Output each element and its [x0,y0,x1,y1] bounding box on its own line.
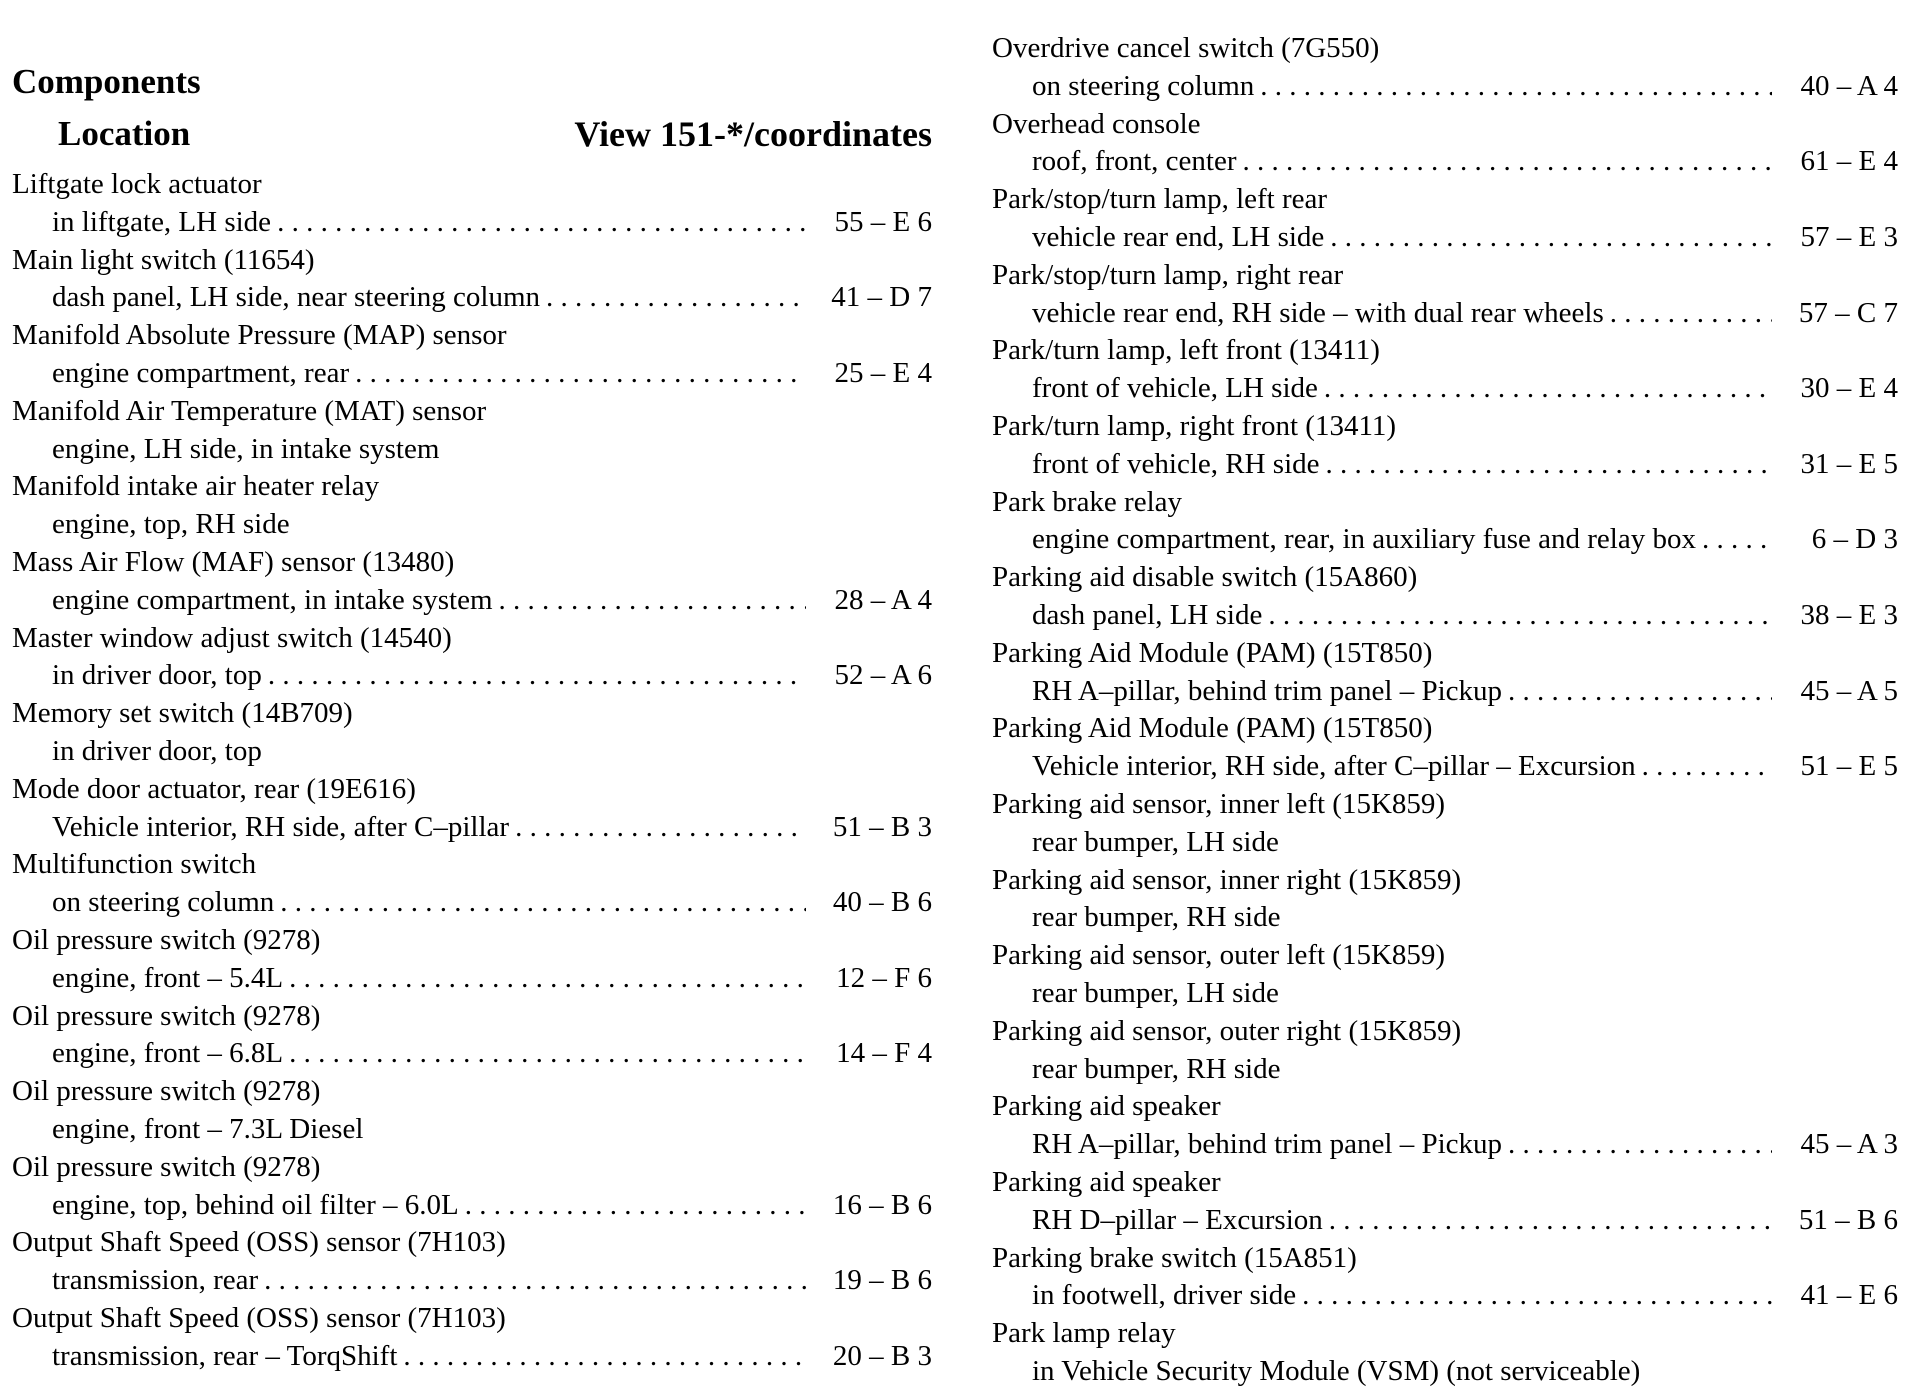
component-location-row [12,582,932,620]
component-entry [992,1164,1898,1240]
view-coordinates: 45 – A 3 [1800,1128,1898,1161]
dot-leader [1268,597,1772,635]
location-header: Location [58,114,191,153]
component-name: Oil pressure switch (9278) [12,1075,321,1108]
component-location-row [992,1051,1898,1089]
dot-leader [268,657,806,695]
component-location: on steering column [1032,69,1255,102]
dot-leader [1702,521,1772,559]
view-coordinates: 57 – E 3 [1800,220,1898,253]
component-entry [992,635,1898,711]
view-coordinates: 16 – B 6 [832,1188,932,1221]
component-location-row [12,355,932,393]
left-entry-list [12,166,932,1376]
component-name: Parking aid disable switch (15A860) [992,561,1418,594]
component-location-row [12,809,932,847]
component-entry [992,106,1898,182]
component-location-row [992,1202,1898,1240]
component-location-row [12,884,932,922]
component-entry [12,620,932,696]
component-location-row [12,204,932,242]
component-entry [992,484,1898,560]
component-entry [992,257,1898,333]
component-location-row [992,899,1898,937]
dot-leader [1243,143,1772,181]
component-entry [12,166,932,242]
component-location: rear bumper, LH side [1032,825,1279,858]
component-name: Main light switch (11654) [12,243,315,276]
dot-leader [1610,295,1772,333]
dot-leader [1324,370,1772,408]
component-location: rear bumper, RH side [1032,901,1281,934]
component-location-row [12,1111,932,1149]
component-entry [12,1073,932,1149]
component-name: Park brake relay [992,485,1183,518]
view-coordinates: 31 – E 5 [1800,447,1898,480]
component-location: engine compartment, rear, in auxiliary fuse and relay box [1032,523,1696,556]
component-location: roof, front, center [1032,145,1237,178]
component-location: RH A–pillar, behind trim panel – Pickup [1032,674,1503,707]
component-entry [992,1013,1898,1089]
dot-leader [1260,68,1772,106]
dot-leader [355,355,806,393]
component-location-row [992,68,1898,106]
view-coordinates: 28 – A 4 [834,583,932,616]
component-name: Mode door actuator, rear (19E616) [12,772,416,805]
component-location-row [12,506,932,544]
component-entry [992,181,1898,257]
component-name: Liftgate lock actuator [12,168,262,200]
component-location-row [992,824,1898,862]
view-coordinates: 41 – D 7 [831,281,932,314]
dot-leader [515,809,806,847]
component-entry [12,771,932,847]
view-coordinates: 19 – B 6 [832,1264,932,1297]
component-location-row [12,279,932,317]
component-location: in footwell, driver side [1032,1279,1297,1312]
component-entry [12,1224,932,1300]
view-coordinates: 55 – E 6 [834,205,932,238]
component-name: Parking aid sensor, outer right (15K859) [992,1014,1462,1047]
component-name: Manifold intake air heater relay [12,470,380,503]
view-coordinates: 12 – F 6 [836,961,932,994]
component-name: Parking aid speaker [992,1090,1221,1123]
dot-leader [403,1338,806,1376]
component-location-row [992,1277,1898,1315]
component-entry [12,393,932,469]
component-entry [992,1240,1898,1316]
view-coordinates: 61 – E 4 [1800,145,1898,178]
component-location-row [12,1035,932,1073]
dot-leader [264,1262,806,1300]
component-name: Parking brake switch (15A851) [992,1241,1357,1274]
component-location-row [992,370,1898,408]
view-coordinates: 51 – E 5 [1800,750,1898,783]
component-name: Multifunction switch [12,848,257,881]
component-location-row [992,521,1898,559]
component-location: rear bumper, RH side [1032,1052,1281,1085]
component-name: Park lamp relay [992,1317,1176,1350]
component-location: engine compartment, rear [52,356,350,389]
component-location-row [992,975,1898,1013]
component-entry [992,1088,1898,1164]
component-name: Oil pressure switch (9278) [12,923,321,956]
view-coordinates: 25 – E 4 [834,356,932,389]
component-name: Mass Air Flow (MAF) sensor (13480) [12,545,455,578]
component-name: Park/turn lamp, right front (13411) [992,409,1397,442]
dot-leader [499,582,806,620]
component-location: engine, front – 6.8L [52,1037,284,1070]
component-entry [12,317,932,393]
dot-leader [1508,1126,1772,1164]
view-coordinates: 40 – A 4 [1800,69,1898,102]
component-location: in driver door, top [52,734,262,767]
dot-leader [1326,446,1772,484]
component-location-row [992,1353,1898,1391]
component-location: rear bumper, LH side [1032,976,1279,1009]
component-name: Parking Aid Module (PAM) (15T850) [992,636,1433,669]
component-name: Output Shaft Speed (OSS) sensor (7H103) [12,1226,506,1259]
component-location: engine, top, behind oil filter – 6.0L [52,1188,459,1221]
view-coordinates: 51 – B 6 [1798,1203,1898,1236]
component-location-row [12,1187,932,1225]
component-location: vehicle rear end, RH side – with dual rear wheels [1032,296,1604,329]
component-location: engine, top, RH side [52,508,290,541]
component-entry [12,1300,932,1376]
view-coordinates: 41 – E 6 [1800,1279,1898,1312]
component-name: Memory set switch (14B709) [12,697,353,730]
component-location: RH A–pillar, behind trim panel – Pickup [1032,1128,1503,1161]
component-entry [992,862,1898,938]
component-entry [992,408,1898,484]
dot-leader [1302,1277,1772,1315]
component-entry [12,242,932,318]
component-entry [992,937,1898,1013]
component-location: front of vehicle, RH side [1032,447,1320,480]
left-column [12,62,932,1376]
right-column [992,30,1898,1391]
component-location: engine, front – 5.4L [52,961,284,994]
component-entry [992,559,1898,635]
component-location-row [12,733,932,771]
component-location-row [12,960,932,998]
dot-leader [1330,219,1772,257]
component-location: Vehicle interior, RH side, after C–pillar – Excursion [1032,750,1636,783]
component-location-row [992,1126,1898,1164]
component-name: Park/stop/turn lamp, left rear [992,183,1328,216]
view-coordinates: 38 – E 3 [1800,598,1898,631]
component-name: Parking aid speaker [992,1165,1221,1198]
dot-leader [1642,748,1772,786]
view-coordinates: 45 – A 5 [1800,674,1898,707]
dot-leader [277,204,806,242]
component-location-row [992,597,1898,635]
component-location-row [992,143,1898,181]
component-location-row [992,295,1898,333]
component-entry [992,332,1898,408]
dot-leader [289,960,806,998]
view-coordinates: 51 – B 3 [832,810,932,843]
component-entry [992,710,1898,786]
component-entry [12,846,932,922]
component-location-row [12,1338,932,1376]
component-name: Manifold Air Temperature (MAT) sensor [12,394,487,427]
component-location-row [12,431,932,469]
component-name: Parking aid sensor, inner right (15K859) [992,863,1462,896]
component-location: transmission, rear [52,1264,259,1297]
component-location: vehicle rear end, LH side [1032,220,1325,253]
component-location: in Vehicle Security Module (VSM) (not serviceable) [1032,1354,1641,1387]
component-location: in liftgate, LH side [52,205,272,238]
component-location-row [12,1262,932,1300]
component-name: Overhead console [992,107,1201,140]
view-coordinates: 14 – F 4 [836,1037,932,1070]
component-location: transmission, rear – TorqShift [52,1339,398,1372]
component-location-row [992,748,1898,786]
component-location: engine compartment, in intake system [52,583,493,616]
component-location: on steering column [52,886,275,919]
view-coordinates: 40 – B 6 [832,886,932,919]
component-location: engine, LH side, in intake system [52,432,440,465]
component-entry [12,998,932,1074]
component-name: Manifold Absolute Pressure (MAP) sensor [12,319,507,352]
dot-leader [289,1035,806,1073]
dot-leader [465,1187,806,1225]
component-location: in driver door, top [52,659,262,692]
component-location: dash panel, LH side, near steering column [52,281,541,314]
component-entry [992,1315,1898,1391]
component-entry [992,30,1898,106]
component-entry [12,922,932,998]
component-location: engine, front – 7.3L Diesel [52,1112,364,1145]
component-name: Oil pressure switch (9278) [12,1150,321,1183]
component-location-row [992,219,1898,257]
component-name: Master window adjust switch (14540) [12,621,452,654]
component-location: front of vehicle, LH side [1032,372,1318,405]
component-name: Oil pressure switch (9278) [12,999,321,1032]
component-location: dash panel, LH side [1032,598,1263,631]
view-coordinates: 20 – B 3 [832,1339,932,1372]
view-coordinates: 57 – C 7 [1798,296,1898,329]
dot-leader [546,279,806,317]
dot-leader [1329,1202,1772,1240]
component-location: Vehicle interior, RH side, after C–pillar [52,810,510,843]
component-entry [992,786,1898,862]
right-entry-list [992,30,1898,1391]
component-location-row [12,657,932,695]
component-entry [12,1149,932,1225]
component-location-row [992,446,1898,484]
component-entry [12,544,932,620]
component-entry [12,695,932,771]
component-name: Park/turn lamp, left front (13411) [992,334,1380,367]
component-name: Overdrive cancel switch (7G550) [992,32,1380,64]
component-name: Output Shaft Speed (OSS) sensor (7H103) [12,1301,506,1334]
view-coordinates: 6 – D 3 [1811,523,1898,556]
column-headers [12,114,932,154]
component-name: Parking Aid Module (PAM) (15T850) [992,712,1433,745]
view-coordinates: 52 – A 6 [834,659,932,692]
dot-leader [1508,673,1772,711]
component-location: RH D–pillar – Excursion [1032,1203,1323,1236]
component-location-row [992,673,1898,711]
component-name: Park/stop/turn lamp, right rear [992,258,1344,291]
view-header: View 151-*/coordinates [574,114,932,154]
section-title: Components [12,62,201,101]
component-name: Parking aid sensor, outer left (15K859) [992,939,1446,972]
component-name: Parking aid sensor, inner left (15K859) [992,787,1446,820]
component-entry [12,468,932,544]
view-coordinates: 30 – E 4 [1800,372,1898,405]
dot-leader [280,884,806,922]
